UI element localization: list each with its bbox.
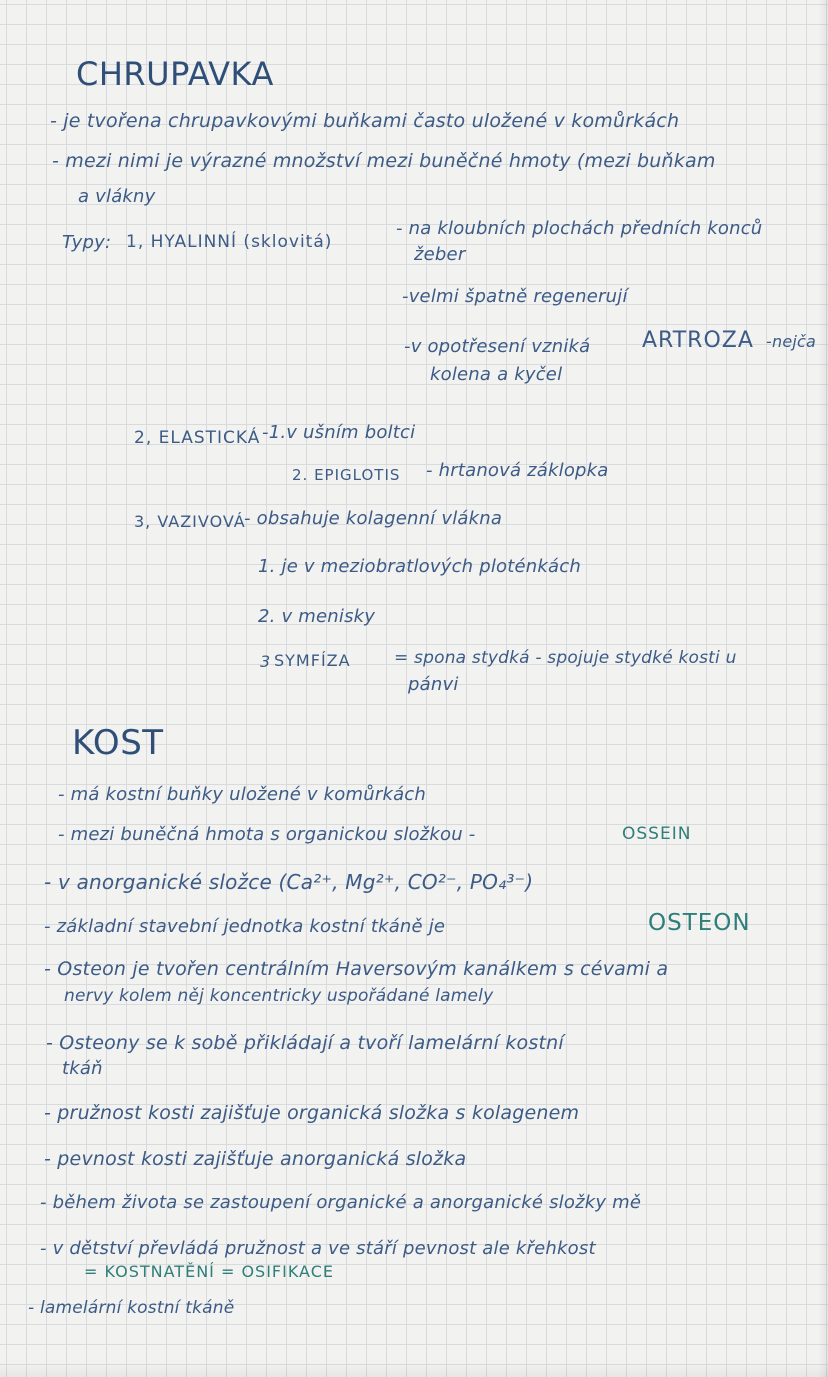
- kost-line-11: - během života se zastoupení organické a anorganické složky mě: [40, 1192, 642, 1213]
- hyalinni-note-3: -v opotřesení vzniká: [404, 336, 591, 357]
- kost-line-3: - v anorganické složce (Ca²⁺, Mg²⁺, CO²⁻, PO₄³⁻): [44, 870, 534, 894]
- vazivova-item-1: 1. je v meziobratlových ploténkách: [258, 556, 581, 577]
- section-title-kost: KOST: [72, 723, 164, 763]
- kost-line-6: nervy kolem něj koncentricky uspořádané lamely: [64, 986, 494, 1006]
- ossein-term: OSSEIN: [622, 824, 692, 844]
- chrupavka-line-3: a vlákny: [78, 186, 156, 207]
- kost-line-14: - lamelární kostní tkáně: [28, 1298, 235, 1318]
- type-vazivova: 3, VAZIVOVÁ: [134, 512, 246, 531]
- section-title-chrupavka: CHRUPAVKA: [76, 55, 274, 93]
- chrupavka-line-2: - mezi nimi je výrazné množství mezi buněčné hmoty (mezi buňkam: [52, 150, 716, 172]
- elasticka-note-1: -1.v ušním boltci: [262, 422, 416, 443]
- hyalinni-note-2: -velmi špatně regenerují: [402, 286, 628, 307]
- kost-line-2: - mezi buněčná hmota s organickou složkou -: [58, 824, 476, 845]
- symfiza-term: SYMFÍZA: [274, 651, 351, 670]
- kost-line-1: - má kostní buňky uložené v komůrkách: [58, 784, 427, 805]
- kost-line-10: - pevnost kosti zajišťuje anorganická složka: [44, 1148, 467, 1170]
- page-bottom-shadow: [0, 1363, 828, 1377]
- artroza-term: ARTROZA: [642, 328, 754, 353]
- kost-line-8: tkáň: [62, 1058, 103, 1079]
- kost-line-13: = KOSTNATĚNÍ = OSIFIKACE: [84, 1262, 334, 1281]
- type-hyalinni: 1, HYALINNÍ (sklovitá): [126, 232, 333, 252]
- kost-line-12: - v dětství převládá pružnost a ve stáří pevnost ale křehkost: [40, 1238, 596, 1259]
- hyalinni-note-3-end: -nejča: [766, 332, 817, 351]
- hyalinni-note-3b: kolena a kyčel: [430, 364, 563, 385]
- type-elasticka: 2, ELASTICKÁ: [134, 428, 261, 448]
- typy-label: Typy:: [62, 232, 112, 253]
- vazivova-note: - obsahuje kolagenní vlákna: [244, 508, 503, 529]
- osteon-term: OSTEON: [648, 910, 751, 936]
- vazivova-item-2: 2. v menisky: [258, 606, 376, 627]
- vazivova-item-3-num: 3: [260, 652, 271, 671]
- symfiza-note: = spona stydká - spojuje stydké kosti u: [394, 648, 737, 668]
- hyalinni-note-1b: žeber: [414, 244, 466, 265]
- epiglotis-term: 2. EPIGLOTIS: [292, 466, 401, 484]
- hyalinni-note-1: - na kloubních plochách předních konců: [396, 218, 763, 239]
- kost-line-5: - Osteon je tvořen centrálním Haversovým kanálkem s cévami a: [44, 958, 669, 980]
- kost-line-9: - pružnost kosti zajišťuje organická složka s kolagenem: [44, 1102, 580, 1124]
- epiglotis-note: - hrtanová záklopka: [426, 460, 609, 481]
- kost-line-7: - Osteony se k sobě přikládají a tvoří lamelární kostní: [46, 1032, 564, 1054]
- page-shadow: [818, 0, 828, 1377]
- kost-line-4: - základní stavební jednotka kostní tkáně je: [44, 916, 446, 937]
- symfiza-note-2: pánvi: [408, 674, 459, 695]
- chrupavka-line-1: - je tvořena chrupavkovými buňkami často uložené v komůrkách: [50, 110, 680, 132]
